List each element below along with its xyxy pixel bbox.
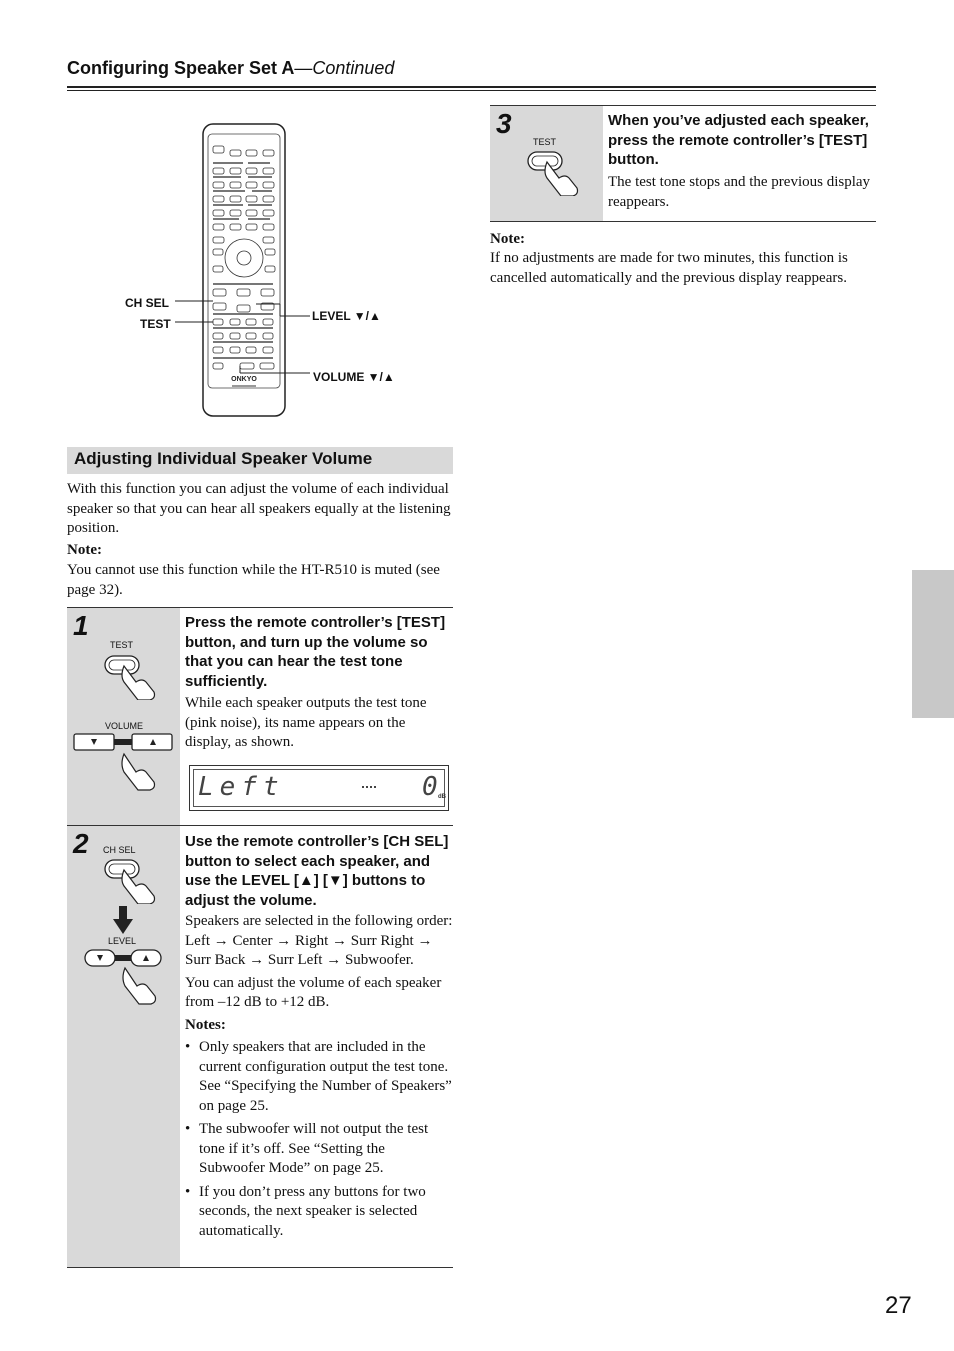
running-header xyxy=(67,58,394,79)
step-2-heading: Use the remote controller’s [CH SEL] button to select each speaker, and use the LEVEL [▲] [▼] buttons to adjust the volume. xyxy=(185,833,449,909)
display-panel xyxy=(189,765,449,811)
hand-press-test-icon xyxy=(102,652,162,700)
display-unit: dB xyxy=(438,794,446,800)
arrow-down-icon xyxy=(111,906,135,936)
step-1-button-label-volume: VOLUME xyxy=(105,721,144,731)
intro-note-text: You cannot use this function while the HT-R510 is muted (see page 32). xyxy=(67,562,440,598)
header-continued: —Continued xyxy=(294,58,395,78)
step-1-button-label-test: TEST xyxy=(110,640,134,650)
header-rule xyxy=(67,86,876,88)
step-2-button-label-ch-sel: CH SEL xyxy=(103,845,136,855)
chapter-side-tab xyxy=(912,570,954,718)
remote-brand: ONKYO xyxy=(231,376,257,383)
right-note-text: If no adjustments are made for two minutes, this function is cancelled automatically and the previous display reappears. xyxy=(490,250,848,286)
header-rule-thin xyxy=(67,90,876,91)
step-2-note-item: • Only speakers that are included in the current configuration output the test tone. See “Specifying the Number of Speakers” on page 25. xyxy=(185,1038,453,1116)
header-title: Configuring Speaker Set A xyxy=(67,58,295,78)
step-1-number: 1 xyxy=(73,610,89,641)
display-channel-name: Left xyxy=(198,772,285,802)
callout-volume: VOLUME ▼/▲ xyxy=(313,370,395,384)
intro-paragraph: With this function you can adjust the volume of each individual speaker so that you can hear all speakers equally at the listening position. xyxy=(67,481,451,536)
step-1-box xyxy=(67,607,453,826)
page-number: 27 xyxy=(885,1292,912,1319)
hand-press-volume-icon xyxy=(72,732,176,794)
section-title-bar xyxy=(67,447,453,474)
step-3-heading: When you’ve adjusted each speaker, press the remote controller’s [TEST] button. xyxy=(608,112,869,168)
section-title: Adjusting Individual Speaker Volume xyxy=(74,449,373,468)
step-2-note-item: • The subwoofer will not output the test tone if it’s off. See “Setting the Subwoofer Mode” on page 25. xyxy=(185,1120,453,1179)
step-3-button-label-test: TEST xyxy=(533,137,557,147)
callout-test: TEST xyxy=(140,317,171,331)
display-level-value: 0 xyxy=(422,772,438,802)
step-2-number: 2 xyxy=(73,828,89,859)
step-3-number: 3 xyxy=(496,108,512,139)
step-2-body-range: You can adjust the volume of each speaker from –12 dB to +12 dB. xyxy=(185,974,442,1010)
step-3-body: The test tone stops and the previous display reappears. xyxy=(608,174,871,210)
step-2-notes-title: Notes: xyxy=(185,1016,226,1033)
display-separator xyxy=(362,786,376,788)
hand-press-test-icon xyxy=(525,148,585,196)
display-inner xyxy=(193,769,445,807)
step-1-body: While each speaker outputs the test tone (pink noise), its name appears on the display, as shown. xyxy=(185,695,427,750)
hand-press-ch-sel-icon xyxy=(102,856,162,904)
step-3-box xyxy=(490,105,876,222)
step-2-body xyxy=(185,912,453,1245)
step-2-button-label-level: LEVEL xyxy=(108,936,137,946)
right-note-title: Note: xyxy=(490,231,525,247)
step-2-note-item: • If you don’t press any buttons for two seconds, the next speaker is selected automatically. xyxy=(185,1183,453,1242)
step-2-box xyxy=(67,825,453,1268)
callout-ch-sel: CH SEL xyxy=(125,296,170,310)
callout-level: LEVEL ▼/▲ xyxy=(312,309,381,323)
step-1-heading: Press the remote controller’s [TEST] button, and turn up the volume so that you can hear the test tone sufficiently. xyxy=(185,614,446,690)
hand-press-level-icon xyxy=(83,948,167,1008)
step-2-notes-list xyxy=(185,1038,453,1241)
intro-note-title: Note: xyxy=(67,542,102,558)
step-2-body-order: Speakers are selected in the following order: Left → Center → Right → Surr Right → Surr Back → Surr Left → Subwoofer. xyxy=(185,913,453,968)
